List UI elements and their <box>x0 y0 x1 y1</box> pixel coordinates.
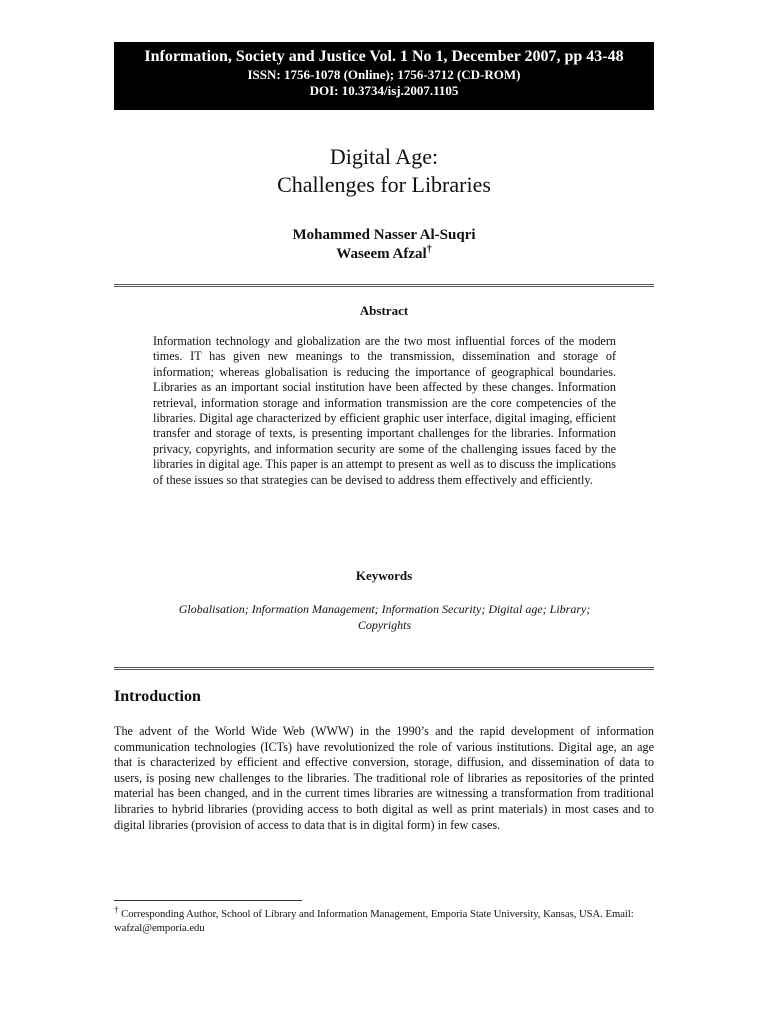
paper-title-line2: Challenges for Libraries <box>277 172 491 197</box>
introduction-heading: Introduction <box>114 688 201 705</box>
keywords-text: Globalisation; Information Management; Information Security; Digital age; Library; Copyrights <box>178 602 591 632</box>
journal-header-banner <box>114 42 654 110</box>
abstract-heading: Abstract <box>359 303 409 318</box>
journal-doi: DOI: 10.3734/isj.2007.1105 <box>309 83 459 98</box>
footnote <box>114 904 654 936</box>
keywords-heading: Keywords <box>355 568 413 583</box>
author-name-corresponding <box>114 245 654 264</box>
section-divider <box>114 284 654 287</box>
footnote-divider <box>114 900 302 901</box>
paper-title-line1: Digital Age: <box>329 144 439 169</box>
footnote-text: Corresponding Author, School of Library and Information Management, Emporia State University, Kansas, USA. Email: wafzal@emporia.edu <box>114 909 634 934</box>
paper-title <box>114 143 654 199</box>
journal-issn: ISSN: 1756-1078 (Online); 1756-3712 (CD-ROM) <box>247 67 521 82</box>
footnote-mark: † <box>114 904 119 915</box>
author-list <box>114 226 654 264</box>
author-name-text: Waseem Afzal <box>336 246 427 262</box>
corresponding-author-mark: † <box>426 244 432 255</box>
introduction-text: The advent of the World Wide Web (WWW) in the 1990’s and the rapid development of information communication technologies (ICTs) have revolutionized the role of various institutions. Digital age, an age that is characterized by efficient and effective conversion, storage, diffusion, and dissemination of data to users, is posing new challenges to the libraries. The traditional role of libraries as repositories of the printed material has been changed, and in the current times libraries are witnessing a transformation from traditional libraries to hybrid libraries (providing access to both digital as well as print materials) in most cases and to digital libraries (provision of access to data that is in digital form) in few cases. <box>114 724 654 832</box>
abstract-text: Information technology and globalization are the two most influential forces of the modern times. IT has given new meanings to the transmission, dissemination and storage of information; whereas globalisation is reducing the importance of geographical boundaries. Libraries as an important social institution have been affected by these changes. Information retrieval, information storage and information transmission are the core competencies of the libraries. Digital age characterized by efficient graphic user interface, digital imaging, efficient transfer and storage of texts, is presenting important challenges for the libraries. Information privacy, copyrights, and information security are some of the challenging issues faced by the libraries in digital age. This paper is an attempt to present as well as to discuss the implications of these issues so that strategies can be devised to address them effectively and efficiently. <box>153 334 616 487</box>
journal-citation: Information, Society and Justice Vol. 1 No 1, December 2007, pp 43-48 <box>144 48 624 65</box>
section-divider <box>114 667 654 670</box>
author-name: Mohammed Nasser Al-Suqri <box>292 227 476 243</box>
